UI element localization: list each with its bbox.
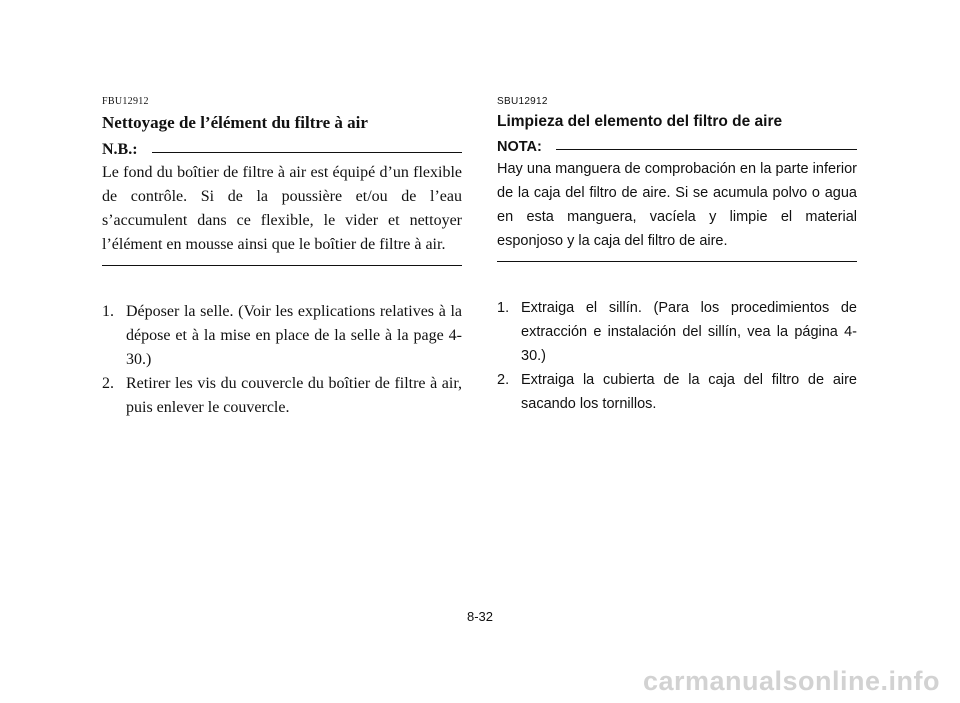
step-text: Extraiga el sillín. (Para los procedimientos de extracción e instalación del sillín, vea la página 4-30.) (521, 300, 857, 364)
spanish-column (497, 96, 857, 416)
list-item (102, 300, 462, 372)
note-header-rule (556, 149, 857, 150)
page-number: 8-32 (466, 609, 494, 624)
note-header-rule (152, 152, 462, 153)
section-code: FBU12912 (102, 96, 149, 107)
note-text: Le fond du boîtier de filtre à air est équipé d’un flexible de contrôle. Si de la poussière et/ou de l’eau s’accumulent dans ce flexible, le vider et nettoyer l’élément en mousse ainsi que le boîtier de filtre à air. (102, 164, 462, 253)
list-item (102, 372, 462, 420)
note-end-rule (102, 265, 462, 266)
step-list (102, 300, 462, 420)
list-item (497, 296, 857, 368)
note-header (102, 141, 462, 159)
note-label: N.B.: (102, 141, 138, 158)
note-header (497, 139, 857, 155)
note-end-rule (497, 261, 857, 262)
step-text: Déposer la selle. (Voir les explications relatives à la dépose et à la mise en place de la selle à la page 4-30.) (126, 303, 462, 368)
section-title: Nettoyage de l’élément du filtre à air (102, 113, 368, 132)
french-column (102, 96, 462, 420)
note-label: NOTA: (497, 139, 542, 155)
note-text: Hay una manguera de comprobación en la parte inferior de la caja del filtro de aire. Si se acumula polvo o agua en esta manguera, vacíela y limpie el material esponjoso y la caja del filtro de aire. (497, 161, 857, 249)
list-item (497, 368, 857, 416)
step-number: 1. (497, 300, 510, 316)
step-text: Extraiga la cubierta de la caja del filtro de aire sacando los tornillos. (521, 372, 857, 412)
step-number: 1. (102, 303, 114, 320)
step-number: 2. (102, 375, 114, 392)
watermark: carmanualsonline.info (642, 666, 940, 696)
step-list (497, 296, 857, 416)
section-title: Limpieza del elemento del filtro de aire (497, 113, 783, 130)
section-code: SBU12912 (497, 96, 548, 107)
step-number: 2. (497, 372, 510, 388)
step-text: Retirer les vis du couvercle du boîtier de filtre à air, puis enlever le couvercle. (126, 375, 462, 416)
